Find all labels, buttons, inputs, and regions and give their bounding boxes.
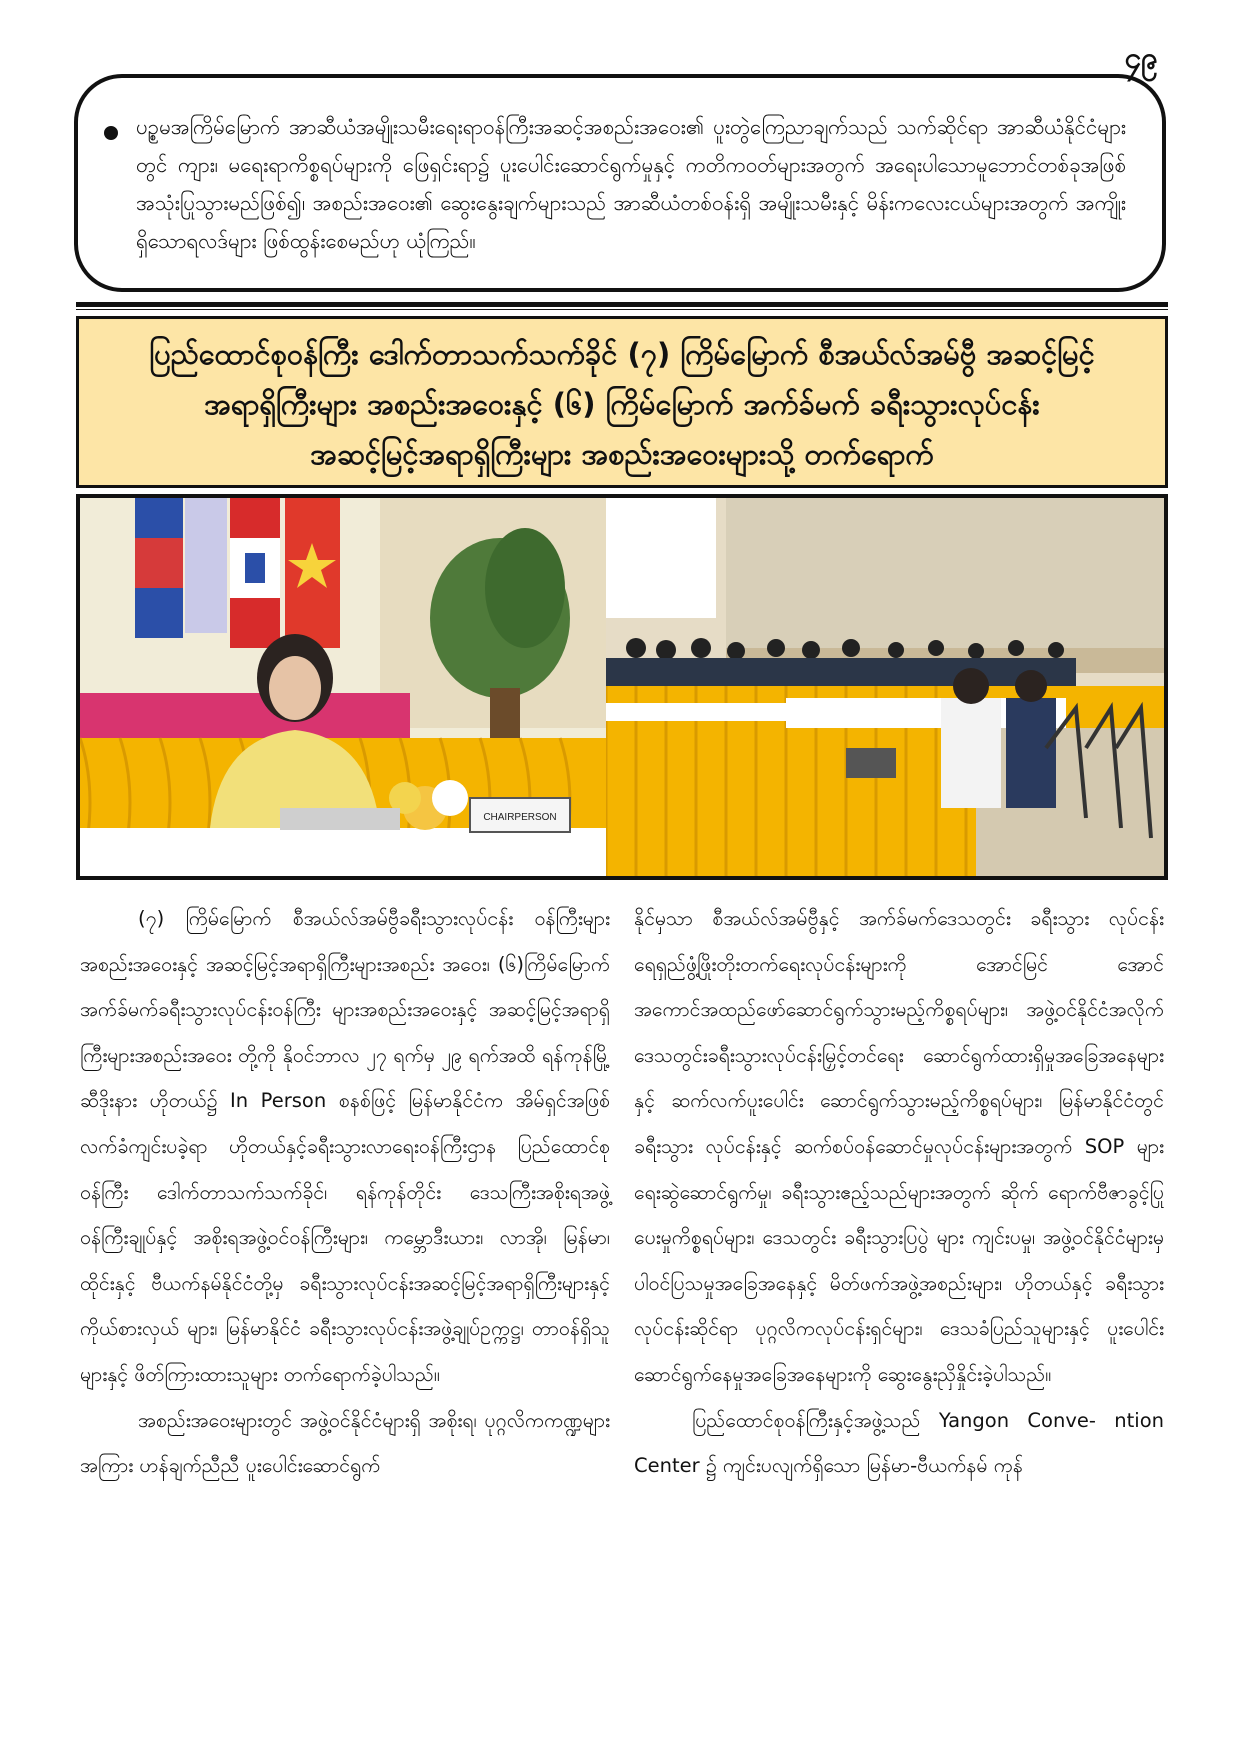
headline-line-3: အဆင့်မြင့်အရာရှိကြီးများ အစည်းအဝေးများသို့ တက်ရောက်: [310, 437, 934, 471]
photo-meeting-room: [606, 498, 1164, 876]
headline-line-2: အရာရှိကြီးများ အစည်းအဝေးနှင့် (၆) ကြိမ်မြောက် အက်ခ်မက် ခရီးသွားလုပ်ငန်း: [204, 387, 1040, 421]
summary-box: [74, 74, 1166, 292]
paragraph: (၇) ကြိမ်မြောက် စီအယ်လ်အမ်ဗွီခရီးသွားလုပ်ငန်း ဝန်ကြီးများအစည်းအဝေးနှင့် အဆင့်မြင့်အရာရှိကြီးများအစည်း အဝေး၊ (၆)ကြိမ်မြောက် အက်ခ်မက်ခရီးသွားလုပ်ငန်းဝန်ကြီး များအစည်းအဝေးနှင့် အဆင့်မြင့်အရာရှိကြီးများအစည်းအဝေး တို့ကို နိုဝင်ဘာလ ၂၇ ရက်မှ ၂၉ ရက်အထိ ရန်ကုန်မြို့ ဆီဒိုးနား ဟိုတယ်၌ In Person စနစ်ဖြင့် မြန်မာနိုင်ငံက အိမ်ရှင်အဖြစ် လက်ခံကျင်းပခဲ့ရာ ဟိုတယ်နှင့်ခရီးသွားလာရေးဝန်ကြီးဌာန ပြည်ထောင်စုဝန်ကြီး ဒေါက်တာသက်သက်ခိုင်၊ ရန်ကုန်တိုင်း ဒေသကြီးအစိုးရအဖွဲ့ ဝန်ကြီးချုပ်နှင့် အစိုးရအဖွဲ့ဝင်ဝန်ကြီးများ၊ ကမ္ဘောဒီးယား၊ လာအို၊ မြန်မာ၊ ထိုင်းနှင့် ဗီယက်နမ်နိုင်ငံတို့မှ ခရီးသွားလုပ်ငန်းအဆင့်မြင့်အရာရှိကြီးများနှင့် ကိုယ်စားလှယ် များ၊ မြန်မာနိုင်ငံ ခရီးသွားလုပ်ငန်းအဖွဲ့ချုပ်ဥက္ကဋ္ဌ၊ တာဝန်ရှိသူ များနှင့် ဖိတ်ကြားထားသူများ တက်ရောက်ခဲ့ပါသည်။: [80, 907, 610, 1386]
divider: [76, 302, 1168, 307]
article-column-right: [634, 896, 1164, 1489]
photo-right-illustration: [606, 498, 1164, 876]
article-column-left: [80, 896, 610, 1489]
photo-left-illustration: [80, 498, 606, 876]
headline-line-1: ပြည်ထောင်စုဝန်ကြီး ဒေါက်တာသက်သက်ခိုင် (၇) ကြိမ်မြောက် စီအယ်လ်အမ်ဗွီ အဆင့်မြင့်: [149, 337, 1095, 371]
summary-text: ပဥ္စမအကြိမ်မြောက် အာဆီယံအမျိုးသမီးရေးရာဝန်ကြီးအဆင့်အစည်းအဝေး၏ ပူးတွဲကြေညာချက်သည် သက်ဆိုင်ရာ အာဆီယံနိုင်ငံများတွင် ကျား၊ မရေးရာကိစ္စရပ်များကို ဖြေရှင်းရာ၌ ပူးပေါင်းဆောင်ရွက်မှုနှင့် ကတိကဝတ်များအတွက် အရေးပါသောမူဘောင်တစ်ခုအဖြစ် အသုံးပြုသွားမည်ဖြစ်၍၊ အစည်းအဝေး၏ ဆွေးနွေးချက်များသည် အာဆီယံတစ်ဝန်းရှိ အမျိုးသမီးနှင့် မိန်းကလေးငယ်များအတွက် အကျိုးရှိသောရလဒ်များ ဖြစ်ထွန်းစေမည်ဟု ယုံကြည်။: [136, 115, 1126, 253]
bullet-icon: [104, 126, 118, 140]
paragraph: အစည်းအဝေးများတွင် အဖွဲ့ဝင်နိုင်ငံများရှိ အစိုးရ၊ ပုဂ္ဂလိကကဏ္ဍများအကြား ဟန်ချက်ညီညီ ပူးပေါင်းဆောင်ရွက်: [80, 1408, 610, 1478]
chairperson-placard: CHAIRPERSON: [483, 812, 557, 823]
paragraph: နိုင်မှသာ စီအယ်လ်အမ်ဗွီနှင့် အက်ခ်မက်ဒေသတွင်း ခရီးသွား လုပ်ငန်း ရေရှည်ဖွံ့ဖြိုးတိုးတက်ရေးလုပ်ငန်းများကို အောင်မြင် အောင် အကောင်အထည်ဖော်ဆောင်ရွက်သွားမည့်ကိစ္စရပ်များ၊ အဖွဲ့ဝင်နိုင်ငံအလိုက် ဒေသတွင်းခရီးသွားလုပ်ငန်းမြှင့်တင်ရေး ဆောင်ရွက်ထားရှိမှုအခြေအနေများနှင့် ဆက်လက်ပူးပေါင်း ဆောင်ရွက်သွားမည့်ကိစ္စရပ်များ၊ မြန်မာနိုင်ငံတွင် ခရီးသွား လုပ်ငန်းနှင့် ဆက်စပ်ဝန်ဆောင်မှုလုပ်ငန်းများအတွက် SOP များ ရေးဆွဲဆောင်ရွက်မှု၊ ခရီးသွားဧည့်သည်များအတွက် ဆိုက် ရောက်ဗီဇာခွင့်ပြုပေးမှုကိစ္စရပ်များ၊ ဒေသတွင်း ခရီးသွားပြပွဲ များ ကျင်းပမှု၊ အဖွဲ့ဝင်နိုင်ငံများမှ ပါဝင်ပြသမှုအခြေအနေနှင့် မိတ်ဖက်အဖွဲ့အစည်းများ၊ ဟိုတယ်နှင့် ခရီးသွားလုပ်ငန်းဆိုင်ရာ ပုဂ္ဂလိကလုပ်ငန်းရှင်များ၊ ဒေသခံပြည်သူများနှင့် ပူးပေါင်း ဆောင်ရွက်နေမှုအခြေအနေများကို ဆွေးနွေးညှိနှိုင်းခဲ့ပါသည်။: [634, 907, 1164, 1386]
photo-strip: [76, 494, 1168, 880]
paragraph: ပြည်ထောင်စုဝန်ကြီးနှင့်အဖွဲ့သည် Yangon Conve- ntion Center ၌ ကျင်းပလျက်ရှိသော မြန်မာ-ဗီယက်နမ် ကုန်: [634, 1408, 1164, 1478]
article-headline: [76, 316, 1168, 488]
photo-minister-chairperson: [80, 498, 606, 876]
page-number: ၄၉: [1124, 41, 1158, 76]
divider-thin: [76, 309, 1168, 310]
